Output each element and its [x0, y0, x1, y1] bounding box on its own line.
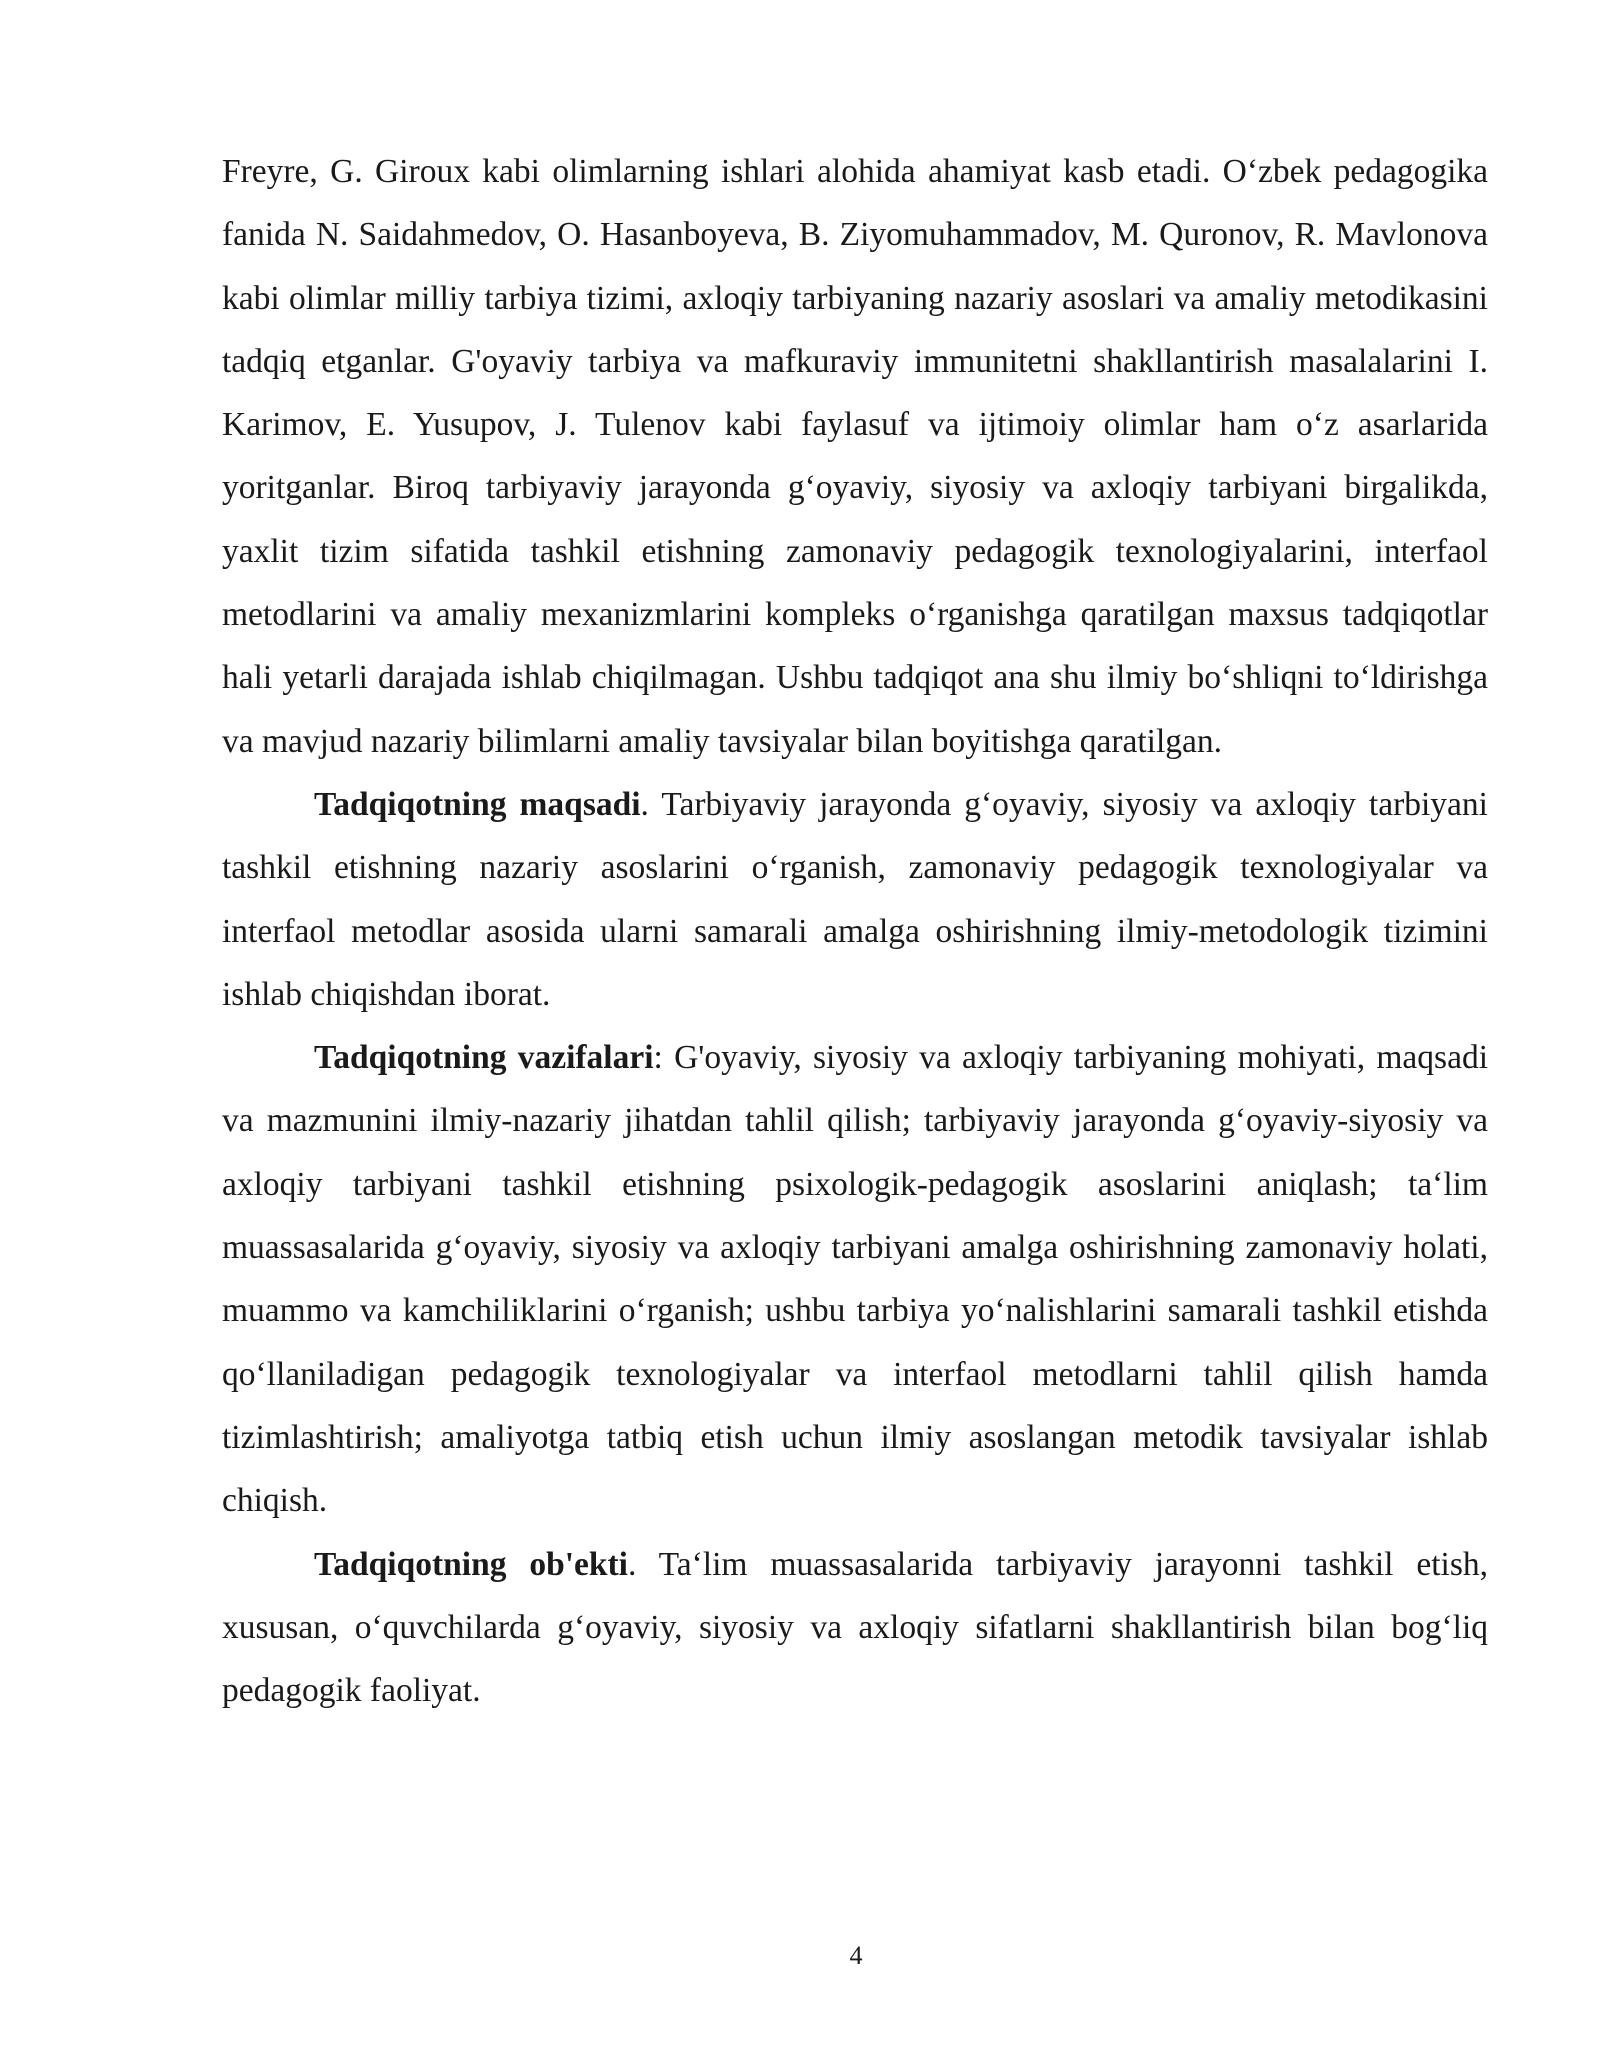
page-body [222, 140, 1488, 1722]
paragraph-term: Tadqiqotning ob'ekti [314, 1545, 628, 1583]
paragraph-intro [222, 140, 1488, 773]
paragraph-text: Tarbiyaviy jarayonda g‘oyaviy, siyosiy va axloqiy tarbiyani tashkil etishning nazariy asoslarini o‘rganish, zamonaviy pedagogik texnologiyalar va interfaol metodlar asosida ularni samarali amalga oshirishning ilmiy-metodologik tizimini ishlab chiqishdan iborat. [222, 785, 1488, 1013]
paragraph-research-goal [222, 773, 1488, 1026]
paragraph-research-object [222, 1533, 1488, 1723]
page-number: 4 [849, 1941, 863, 1970]
paragraph-text: Ta‘lim muassasalarida tarbiyaviy jarayonni tashkil etish, xususan, o‘quvchilarda g‘oyaviy, siyosiy va axloqiy sifatlarni shakllantirish bilan bog‘liq pedagogik faoliyat. [222, 1545, 1489, 1710]
paragraph-separator: . [628, 1545, 637, 1583]
paragraph-separator: : [653, 1039, 663, 1077]
paragraph-text: Freyre, G. Giroux kabi olimlarning ishlari alohida ahamiyat kasb etadi. O‘zbek pedagogika fanida N. Saidahmedov, O. Hasanboyeva, B. Ziyomuhammadov, M. Quronov, R. Mavlonova kabi olimlar milliy tarbiya tizimi, axloqiy tarbiyaning nazariy asoslari va amaliy metodikasini tadqiq etganlar. G'oyaviy tarbiya va mafkuraviy immunitetni shakllantirish masalalarini I. Karimov, E. Yusupov, J. Tulenov kabi faylasuf va ijtimoiy olimlar ham o‘z asarlarida yoritganlar. Biroq tarbiyaviy jarayonda g‘oyaviy, siyosiy va axloqiy tarbiyani birgalikda, yaxlit tizim sifatida tashkil etishning zamonaviy pedagogik texnologiyalarini, interfaol metodlarini va amaliy mexanizmlarini kompleks o‘rganishga qaratilgan maxsus tadqiqotlar hali yetarli darajada ishlab chiqilmagan. Ushbu tadqiqot ana shu ilmiy bo‘shliqni to‘ldirishga va mavjud nazariy bilimlarni amaliy tavsiyalar bilan boyitishga qaratilgan. [222, 153, 1488, 760]
paragraph-separator: . [640, 785, 649, 823]
paragraph-research-tasks [222, 1026, 1488, 1532]
paragraph-text: G'oyaviy, siyosiy va axloqiy tarbiyaning mohiyati, maqsadi va mazmunini ilmiy-nazariy jihatdan tahlil qilish; tarbiyaviy jarayonda g‘oyaviy-siyosiy va axloqiy tarbiyani tashkil etishning psixologik-pedagogik asoslarini aniqlash; ta‘lim muassasalarida g‘oyaviy, siyosiy va axloqiy tarbiyani amalga oshirishning zamonaviy holati, muammo va kamchiliklarini o‘rganish; ushbu tarbiya yo‘nalishlarini samarali tashkil etishda qo‘llaniladigan pedagogik texnologiyalar va interfaol metodlarni tahlil qilish hamda tizimlashtirish; amaliyotga tatbiq etish uchun ilmiy asoslangan metodik tavsiyalar ishlab chiqish. [222, 1039, 1488, 1520]
paragraph-term: Tadqiqotning maqsadi [314, 785, 641, 823]
paragraph-term: Tadqiqotning vazifalari [314, 1039, 654, 1077]
